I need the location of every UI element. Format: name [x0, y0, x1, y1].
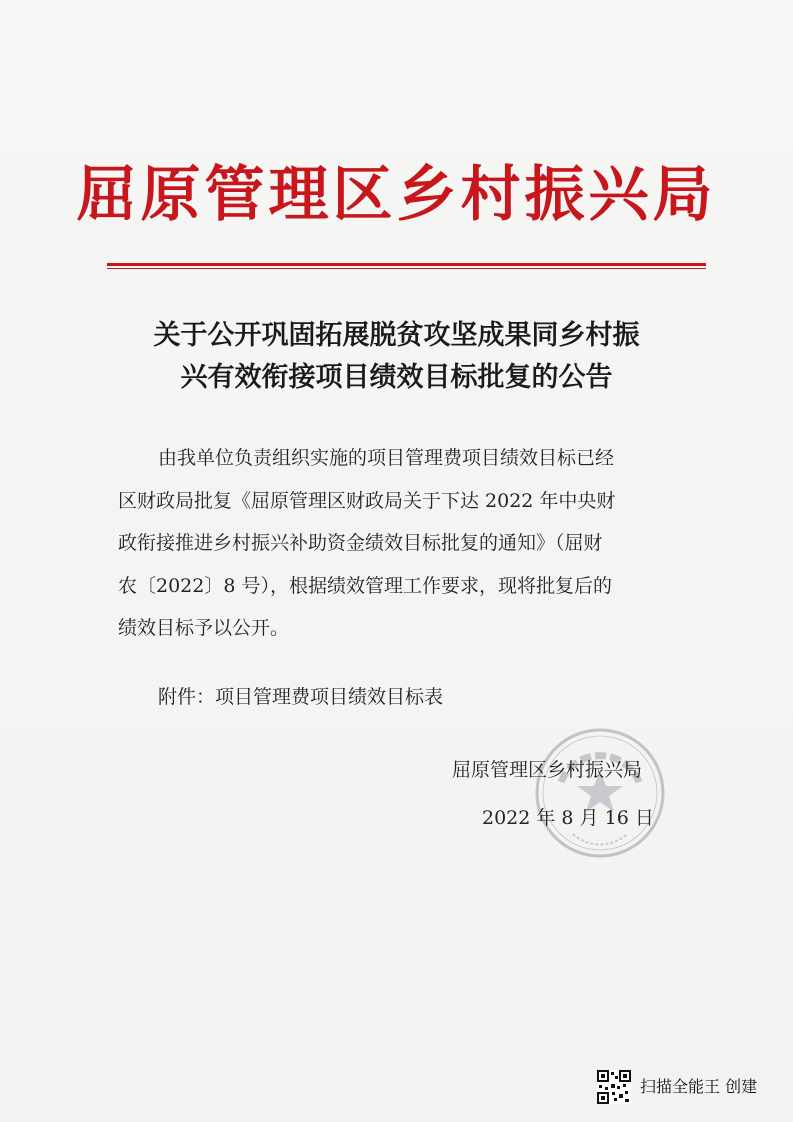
body-line: 政衔接推进乡村振兴补助资金绩效目标批复的通知》（屈财: [118, 532, 603, 554]
body-line: 绩效目标予以公开。: [118, 617, 290, 639]
qr-code-icon: [597, 1070, 631, 1104]
letterhead-rule-thin: [107, 268, 706, 269]
body-line: 农〔2022〕8 号），根据绩效管理工作要求，现将批复后的: [118, 574, 612, 597]
signature-org: 屈原管理区乡村振兴局: [452, 759, 643, 781]
body-line: 由我单位负责组织实施的项目管理费项目绩效目标已经: [158, 447, 615, 469]
official-seal-icon: [533, 726, 667, 860]
scanner-watermark-text: 扫描全能王 创建: [640, 1077, 758, 1096]
document-body: [118, 437, 678, 650]
letterhead-org-name: 屈原管理区乡村振兴局: [76, 160, 717, 230]
title-line-2: 兴有效衔接项目绩效目标批复的公告: [180, 362, 613, 393]
body-line: 区财政局批复《屈原管理区财政局关于下达 2022 年中央财: [118, 489, 616, 512]
signature-date: 2022 年 8 月 16 日: [482, 807, 654, 829]
title-line-1: 关于公开巩固拓展脱贫攻坚成果同乡村振: [153, 320, 640, 351]
letterhead-rule-thick: [107, 263, 706, 266]
document-title: [90, 315, 703, 399]
attachment-note: 附件：项目管理费项目绩效目标表: [158, 686, 444, 708]
